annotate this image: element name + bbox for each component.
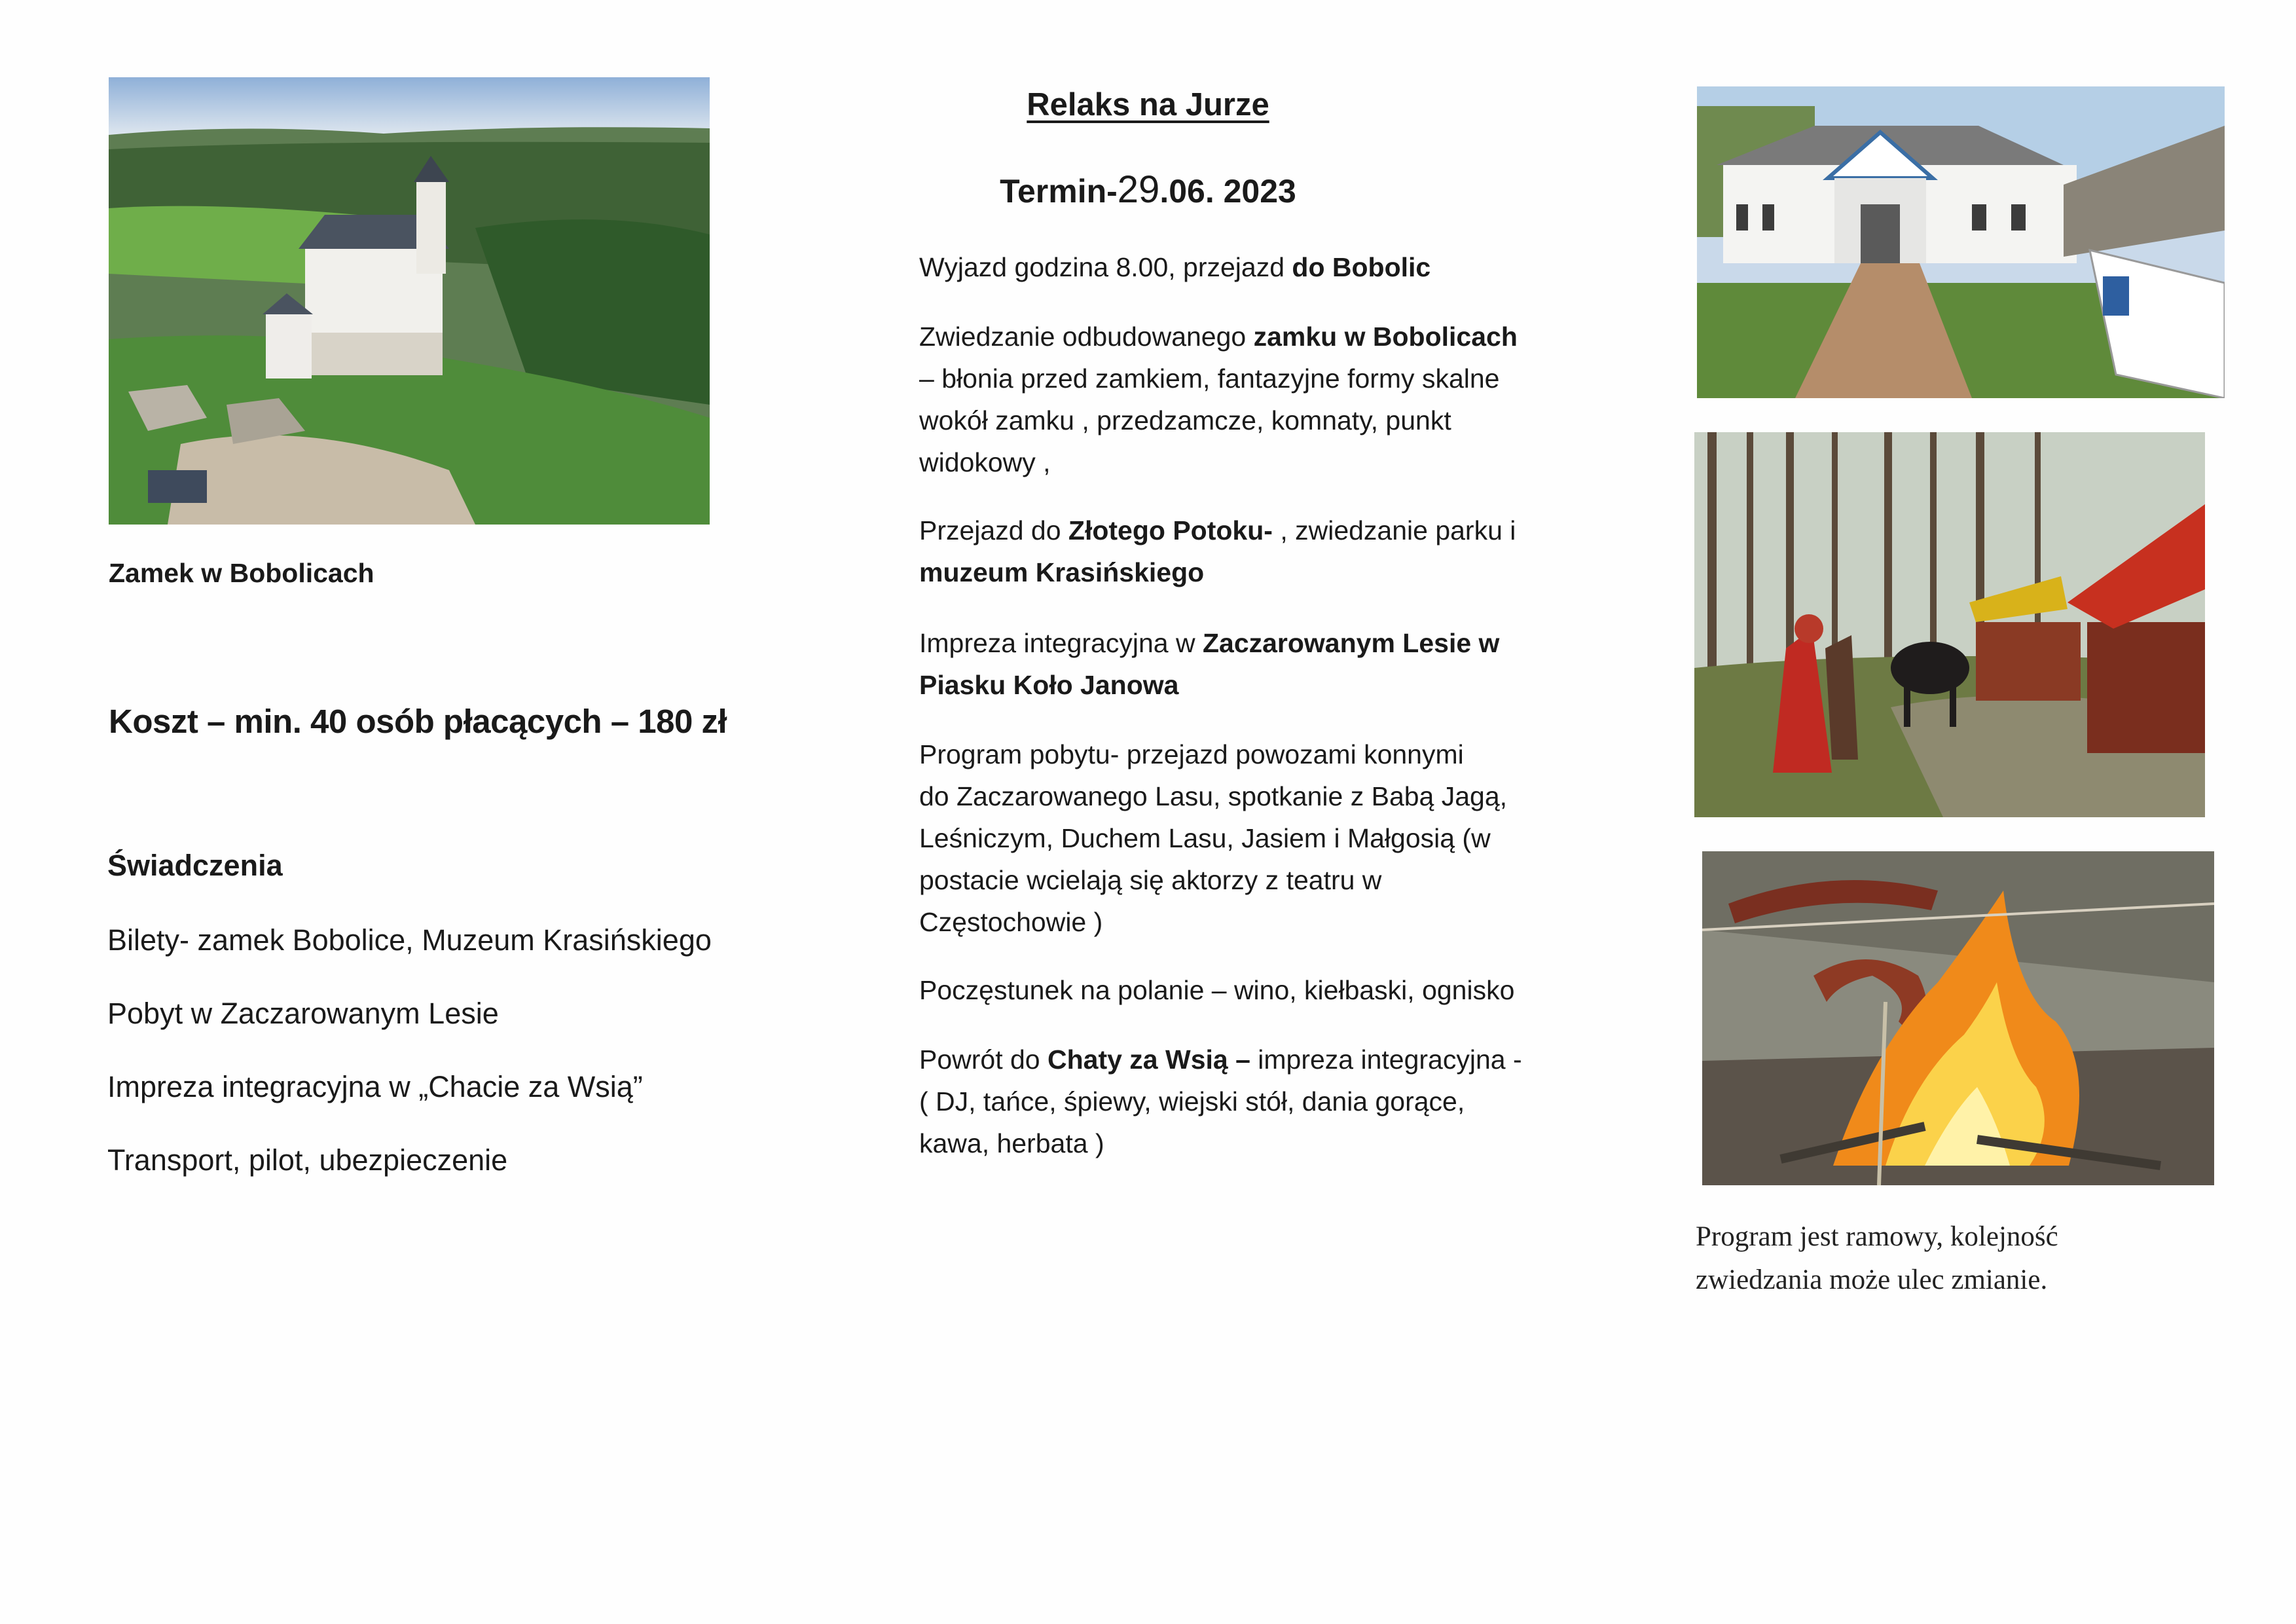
- program-line: do Zaczarowanego Lasu, spotkanie z Babą Jagą,: [919, 781, 1508, 811]
- program-zloty-potok: [919, 509, 1548, 593]
- forest-carriage-photo: [1694, 432, 2205, 817]
- program-text: Impreza integracyjna w: [919, 628, 1203, 658]
- program-line: postacie wcielają się aktorzy z teatru w: [919, 865, 1382, 895]
- program-return: [919, 1039, 1548, 1164]
- note-line: zwiedzania może ulec zmianie.: [1696, 1264, 2048, 1295]
- note-line: Program jest ramowy, kolejność: [1696, 1221, 2058, 1252]
- campfire-sausages-photo: [1702, 851, 2214, 1185]
- program-text: Przejazd do: [919, 515, 1068, 545]
- program-bold: zamku w Bobolicach: [1253, 322, 1518, 352]
- date-prefix: Termin-: [1000, 173, 1118, 210]
- program-bold: Piasku Koło Janowa: [919, 670, 1179, 700]
- program-bold: Chaty za Wsią –: [1048, 1044, 1250, 1075]
- program-bold: Zaczarowanym Lesie w: [1202, 628, 1500, 658]
- date-day: 29: [1117, 168, 1160, 211]
- program-bold: muzeum Krasińskiego: [919, 557, 1205, 587]
- program-text: Zwiedzanie odbudowanego: [919, 322, 1254, 352]
- program-stay: [919, 733, 1548, 943]
- cost-line: Koszt – min. 40 osób płacących – 180 zł: [109, 703, 727, 740]
- program-enchanted-forest: [919, 622, 1548, 706]
- program-castle-visit: [919, 316, 1548, 483]
- program-line: ( DJ, tańce, śpiewy, wiejski stół, dania gorące,: [919, 1086, 1465, 1116]
- manor-museum-photo: [1697, 86, 2225, 398]
- program-departure: [919, 246, 1548, 288]
- schedule-note: [1696, 1215, 2154, 1302]
- benefit-item: Pobyt w Zaczarowanym Lesie: [107, 997, 499, 1030]
- castle-caption: Zamek w Bobolicach: [109, 558, 374, 588]
- program-bold: Złotego Potoku-: [1068, 515, 1273, 545]
- program-line: Program pobytu- przejazd powozami konnymi: [919, 739, 1464, 769]
- program-line: Leśniczym, Duchem Lasu, Jasiem i Małgosią (w: [919, 823, 1491, 853]
- benefits-heading: Świadczenia: [107, 849, 283, 882]
- date-rest: .06. 2023: [1159, 173, 1296, 210]
- castle-photo: [109, 77, 710, 525]
- program-line: widokowy ,: [919, 447, 1051, 477]
- program-bold: do Bobolic: [1292, 252, 1431, 282]
- program-line: Częstochowie ): [919, 907, 1103, 937]
- program-text: Wyjazd godzina 8.00, przejazd: [919, 252, 1292, 282]
- program-line: – błonia przed zamkiem, fantazyjne formy skalne: [919, 363, 1500, 394]
- program-text: Powrót do: [919, 1044, 1048, 1075]
- program-refreshments: Poczęstunek na polanie – wino, kiełbaski, ognisko: [919, 975, 1515, 1005]
- program-line: wokół zamku , przedzamcze, komnaty, punkt: [919, 405, 1451, 435]
- page-title: Relaks na Jurze: [1027, 87, 1269, 122]
- program-text: impreza integracyjna -: [1250, 1044, 1522, 1075]
- program-line: kawa, herbata ): [919, 1128, 1104, 1158]
- benefit-item: Impreza integracyjna w „Chacie za Wsią”: [107, 1070, 643, 1103]
- program-text: , zwiedzanie parku i: [1272, 515, 1516, 545]
- benefit-item: Transport, pilot, ubezpieczenie: [107, 1143, 508, 1177]
- benefit-item: Bilety- zamek Bobolice, Muzeum Krasińskiego: [107, 923, 712, 957]
